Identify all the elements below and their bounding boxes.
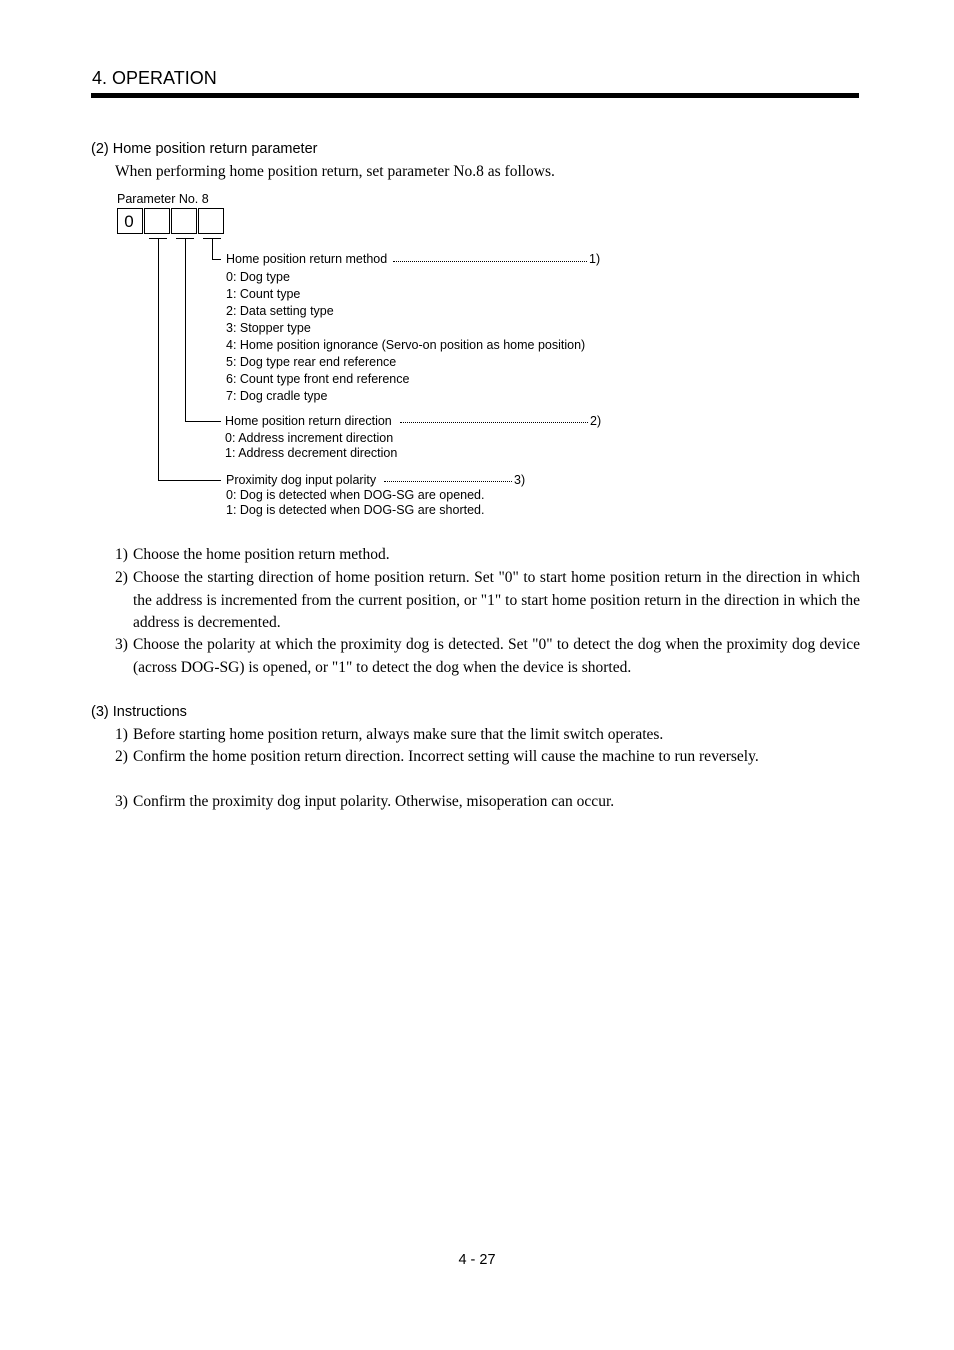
method-option: 4: Home position ignorance (Servo-on position as home position) xyxy=(226,338,586,352)
instruction-number: 3) xyxy=(115,793,128,810)
method-option: 1: Count type xyxy=(226,287,301,301)
note-number: 3) xyxy=(115,636,128,653)
note-number: 2) xyxy=(115,569,128,586)
method-option: 6: Count type front end reference xyxy=(226,372,410,386)
parameter-digit-1: 0 xyxy=(124,212,134,231)
instruction-text: Confirm the proximity dog input polarity. Otherwise, misoperation can occur. xyxy=(133,793,615,810)
polarity-dot-leader xyxy=(384,481,512,482)
direction-title: Home position return direction xyxy=(225,414,392,428)
direction-ref: 2) xyxy=(590,414,602,428)
section-heading-instructions: (3) Instructions xyxy=(91,704,187,720)
parameter-label: Parameter No. 8 xyxy=(117,192,209,206)
method-option: 0: Dog type xyxy=(226,270,290,284)
instruction-text: Confirm the home position return direction. Incorrect setting will cause the machine to run reversely. xyxy=(133,748,759,765)
instruction-number: 2) xyxy=(115,748,128,765)
note-text: Choose the home position return method. xyxy=(133,546,390,563)
method-option: 7: Dog cradle type xyxy=(226,389,328,403)
section-intro: When performing home position return, set parameter No.8 as follows. xyxy=(115,163,555,180)
note-text: Choose the starting direction of home position return. Set "0" to start home position return in the direction in which the address is incremented from the current position, or "1" to start home position return in the direction in which the address is decremented. xyxy=(133,569,860,631)
polarity-title: Proximity dog input polarity xyxy=(226,473,377,487)
method-ref: 1) xyxy=(589,252,601,266)
instruction-number: 1) xyxy=(115,726,128,743)
direction-option: 1: Address decrement direction xyxy=(225,446,398,460)
page-number: 4 - 27 xyxy=(458,1252,496,1268)
method-title: Home position return method xyxy=(226,252,388,266)
note-number: 1) xyxy=(115,546,128,563)
direction-option: 0: Address increment direction xyxy=(225,431,394,445)
polarity-option: 1: Dog is detected when DOG-SG are shorted. xyxy=(226,503,485,517)
section-heading-home-position-return-parameter: (2) Home position return parameter xyxy=(91,141,318,157)
instruction-text: Before starting home position return, always make sure that the limit switch operates. xyxy=(133,726,664,743)
method-option: 3: Stopper type xyxy=(226,321,311,335)
method-option: 5: Dog type rear end reference xyxy=(226,355,397,369)
method-option: 2: Data setting type xyxy=(226,304,334,318)
note-text: Choose the polarity at which the proximity dog is detected. Set "0" to detect the dog when the proximity dog device (across DOG-SG) is opened, or "1" to detect the dog when the device is shorted. xyxy=(133,636,860,676)
method-dot-leader xyxy=(393,261,587,262)
chapter-title: 4. OPERATION xyxy=(92,68,217,88)
polarity-ref: 3) xyxy=(514,473,526,487)
polarity-option: 0: Dog is detected when DOG-SG are opened. xyxy=(226,488,485,502)
direction-dot-leader xyxy=(400,422,588,423)
